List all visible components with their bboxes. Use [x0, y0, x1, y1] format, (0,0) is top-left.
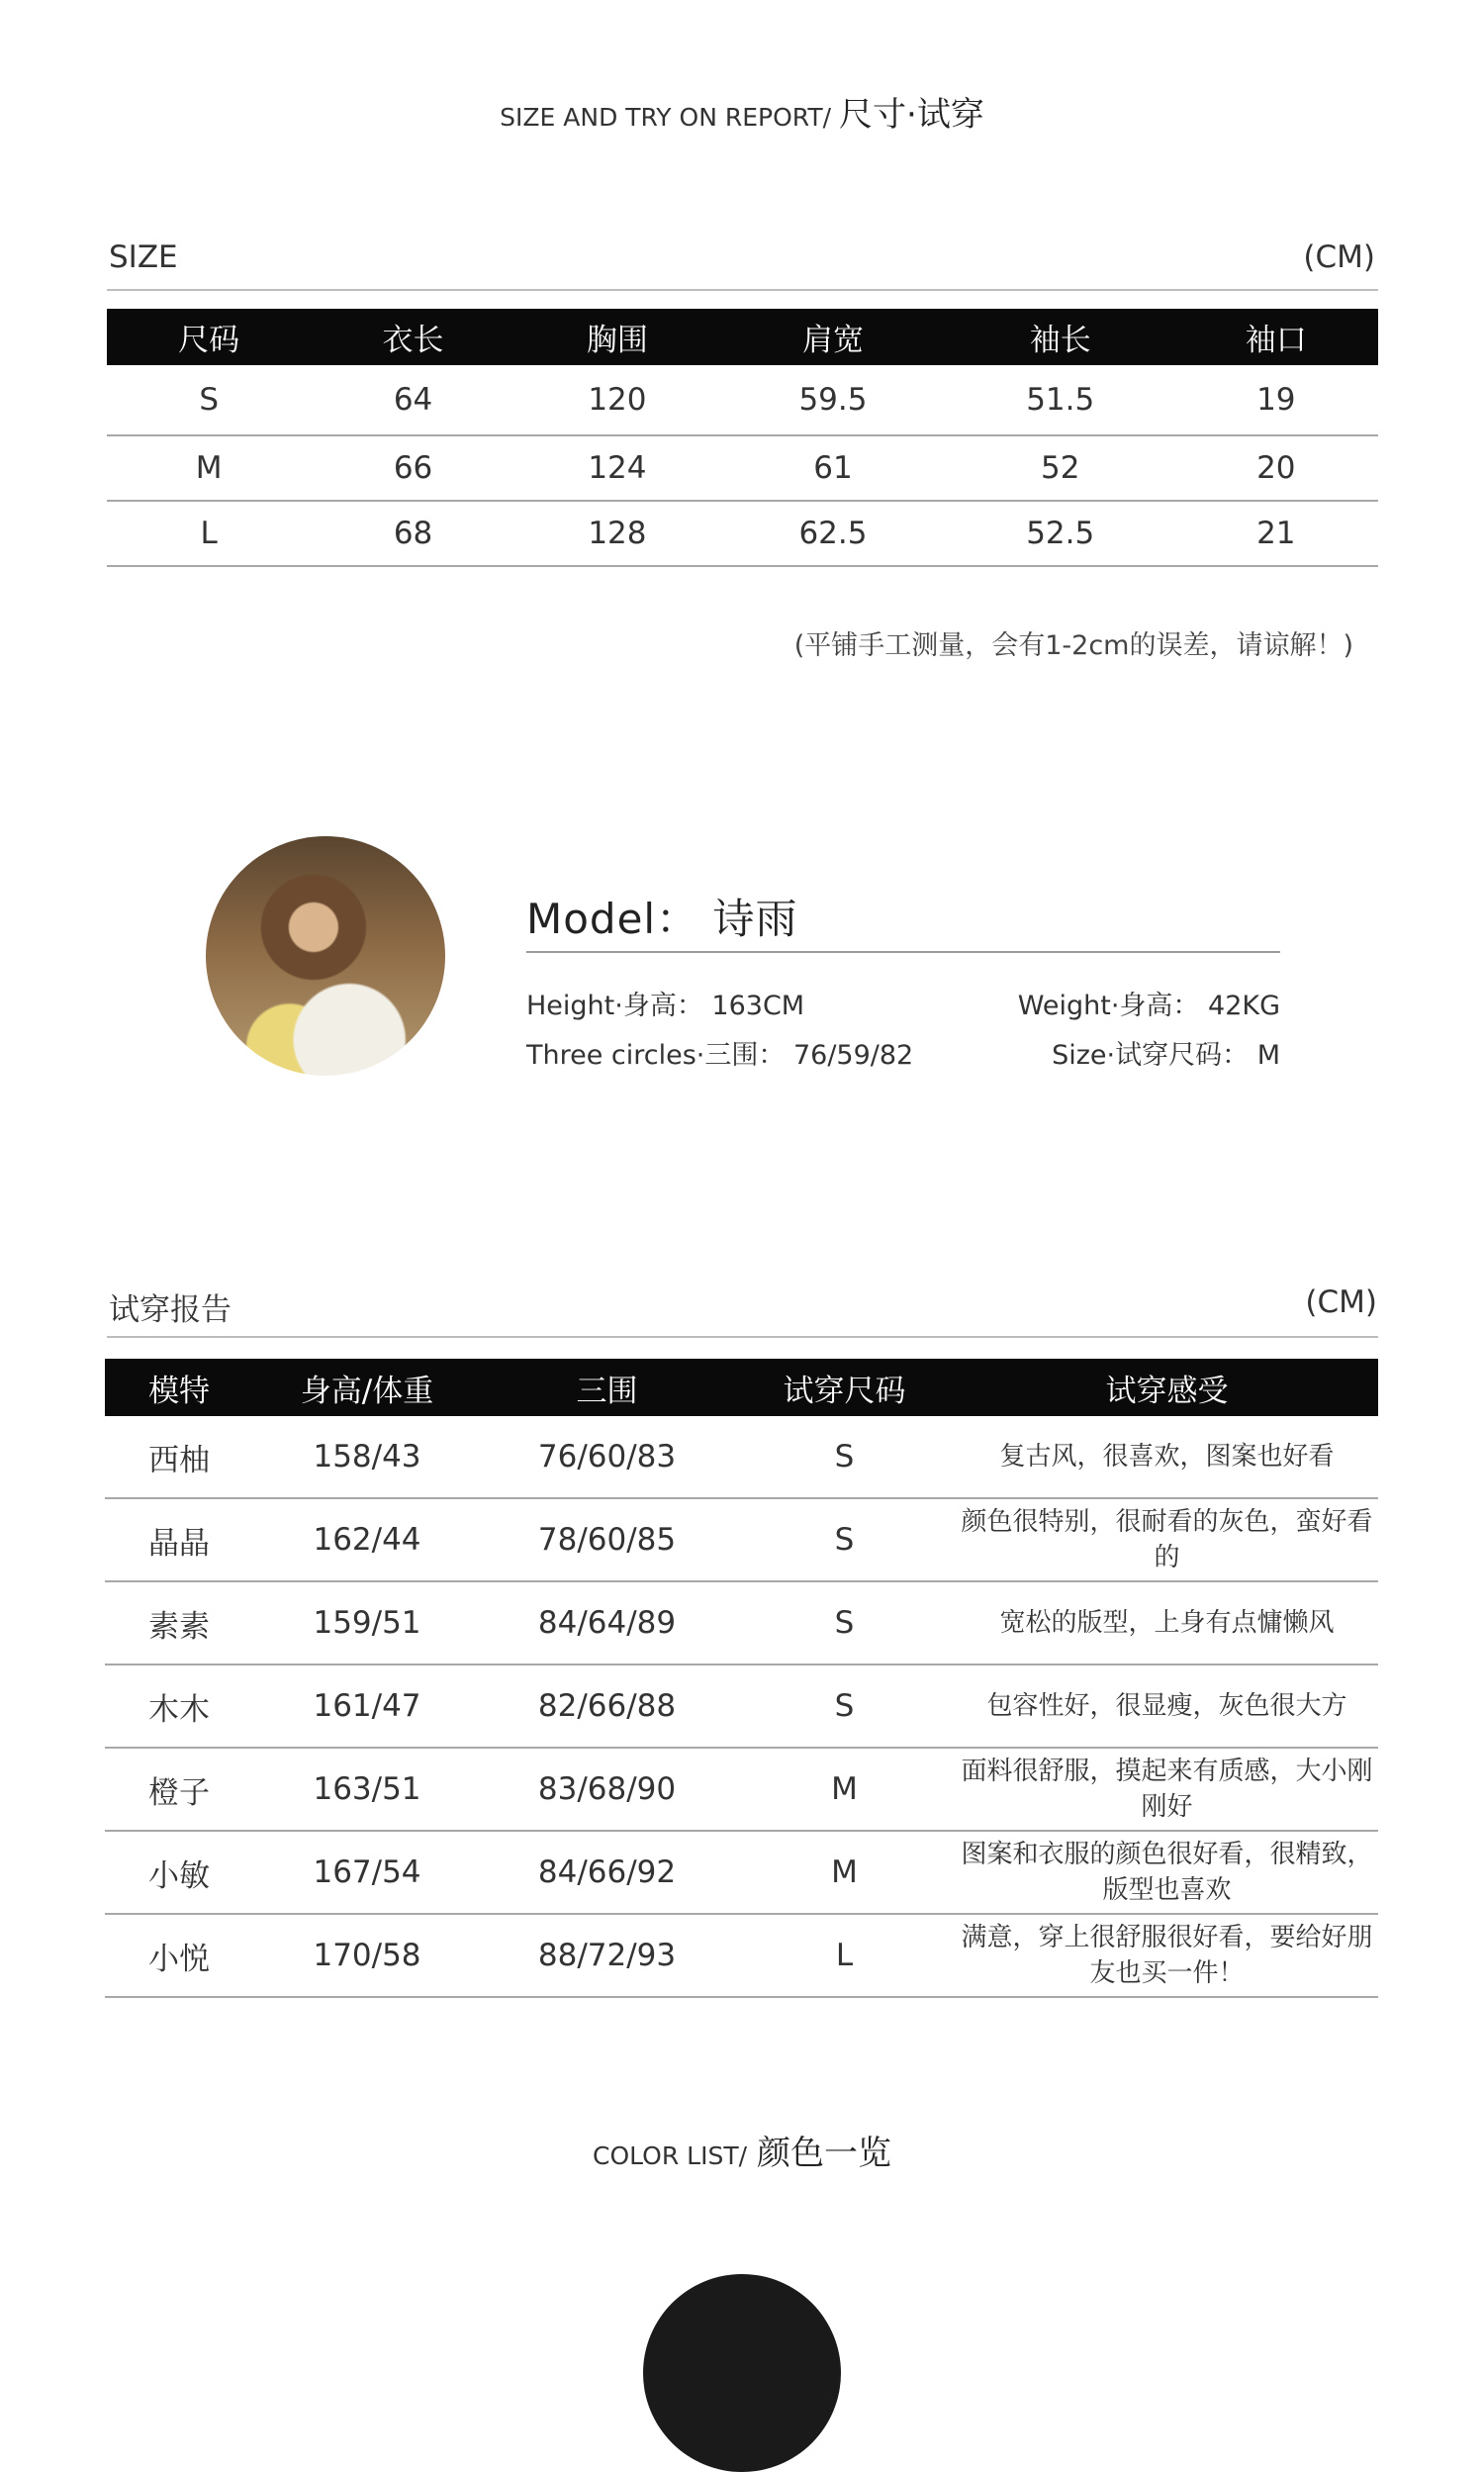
table-row	[105, 1914, 1378, 1997]
size-col-header: 袖口	[1174, 309, 1378, 365]
model-avatar	[206, 836, 445, 1076]
model-divider	[526, 951, 1280, 953]
report-cell: 158/43	[253, 1416, 481, 1498]
size-cell: 64	[311, 365, 514, 435]
color-swatch	[643, 2274, 841, 2472]
model-name: Model： 诗雨	[526, 895, 798, 943]
report-feedback: 图案和衣服的颜色很好看，很精致，版型也喜欢	[956, 1831, 1378, 1914]
report-feedback: 面料很舒服，摸起来有质感，大小刚刚好	[956, 1748, 1378, 1831]
report-cell: 170/58	[253, 1914, 481, 1997]
size-col-header: 尺码	[107, 309, 311, 365]
model-weight: Weight·身高： 42KG	[1017, 991, 1280, 1021]
report-cell: 小敏	[105, 1831, 253, 1914]
size-col-header: 胸围	[515, 309, 719, 365]
size-cell: 62.5	[719, 501, 947, 566]
table-row	[107, 435, 1378, 501]
size-section-label: SIZE	[109, 239, 178, 275]
color-list-title-zh: 颜色一览	[757, 2134, 892, 2173]
size-col-header: 肩宽	[719, 309, 947, 365]
report-cell: S	[733, 1416, 956, 1498]
report-feedback: 包容性好，很显瘦，灰色很大方	[956, 1664, 1378, 1748]
size-cell: 21	[1174, 501, 1378, 566]
size-cell: 128	[515, 501, 719, 566]
report-cell: 88/72/93	[481, 1914, 733, 1997]
color-list-title	[0, 2126, 1484, 2174]
size-cell: M	[107, 435, 311, 501]
report-cell: 167/54	[253, 1831, 481, 1914]
model-circles: Three circles·三围： 76/59/82	[526, 1040, 914, 1071]
report-cell: 橙子	[105, 1748, 253, 1831]
size-cell: 124	[515, 435, 719, 501]
report-cell: 76/60/83	[481, 1416, 733, 1498]
size-cell: L	[107, 501, 311, 566]
size-table-header	[107, 309, 1378, 365]
report-feedback: 宽松的版型，上身有点慵懒风	[956, 1581, 1378, 1664]
size-cell: 59.5	[719, 365, 947, 435]
size-col-header: 袖长	[947, 309, 1174, 365]
report-col-header: 身高/体重	[253, 1359, 481, 1416]
report-cell: 82/66/88	[481, 1664, 733, 1748]
report-table-header	[105, 1359, 1378, 1416]
report-cell: 小悦	[105, 1914, 253, 1997]
size-cell: 51.5	[947, 365, 1174, 435]
table-row	[105, 1664, 1378, 1748]
report-col-header: 模特	[105, 1359, 253, 1416]
report-cell: 78/60/85	[481, 1498, 733, 1581]
report-cell: S	[733, 1498, 956, 1581]
model-height: Height·身高： 163CM	[526, 991, 805, 1021]
size-table	[107, 309, 1378, 567]
report-col-header: 试穿感受	[956, 1359, 1378, 1416]
report-cell: 163/51	[253, 1748, 481, 1831]
page-title	[0, 87, 1484, 136]
table-row	[105, 1748, 1378, 1831]
report-cell: 83/68/90	[481, 1748, 733, 1831]
report-cell: S	[733, 1664, 956, 1748]
report-unit-label: (CM)	[1305, 1284, 1377, 1320]
size-divider	[107, 289, 1378, 291]
report-cell: L	[733, 1914, 956, 1997]
size-cell: 68	[311, 501, 514, 566]
model-size: Size·试穿尺码： M	[1052, 1040, 1280, 1071]
report-cell: M	[733, 1748, 956, 1831]
table-row	[107, 365, 1378, 435]
size-unit-label: (CM)	[1303, 239, 1375, 275]
report-cell: 162/44	[253, 1498, 481, 1581]
size-cell: 120	[515, 365, 719, 435]
size-cell: S	[107, 365, 311, 435]
size-col-header: 衣长	[311, 309, 514, 365]
report-cell: 84/66/92	[481, 1831, 733, 1914]
report-cell: 84/64/89	[481, 1581, 733, 1664]
report-feedback: 复古风，很喜欢，图案也好看	[956, 1416, 1378, 1498]
report-cell: 西柚	[105, 1416, 253, 1498]
size-cell: 66	[311, 435, 514, 501]
table-row	[105, 1498, 1378, 1581]
report-feedback: 颜色很特别，很耐看的灰色，蛮好看的	[956, 1498, 1378, 1581]
report-cell: 晶晶	[105, 1498, 253, 1581]
report-cell: 木木	[105, 1664, 253, 1748]
measurement-note: (平铺手工测量，会有1-2cm的误差，请谅解！)	[793, 630, 1353, 661]
report-section-label: 试穿报告	[109, 1292, 232, 1328]
report-cell: 素素	[105, 1581, 253, 1664]
report-table	[105, 1359, 1378, 1998]
color-list-title-en: COLOR LIST/	[592, 2141, 748, 2170]
report-cell: 161/47	[253, 1664, 481, 1748]
report-col-header: 三围	[481, 1359, 733, 1416]
size-cell: 19	[1174, 365, 1378, 435]
report-feedback: 满意，穿上很舒服很好看，要给好朋友也买一件！	[956, 1914, 1378, 1997]
page-title-zh: 尺寸·试穿	[839, 95, 984, 135]
table-row	[105, 1581, 1378, 1664]
page-title-en: SIZE AND TRY ON REPORT/	[500, 103, 832, 132]
table-row	[105, 1831, 1378, 1914]
report-cell: S	[733, 1581, 956, 1664]
size-cell: 52.5	[947, 501, 1174, 566]
table-row	[107, 501, 1378, 566]
report-col-header: 试穿尺码	[733, 1359, 956, 1416]
report-cell: M	[733, 1831, 956, 1914]
size-cell: 20	[1174, 435, 1378, 501]
report-cell: 159/51	[253, 1581, 481, 1664]
table-row	[105, 1416, 1378, 1498]
size-cell: 61	[719, 435, 947, 501]
size-cell: 52	[947, 435, 1174, 501]
report-divider	[107, 1336, 1378, 1338]
